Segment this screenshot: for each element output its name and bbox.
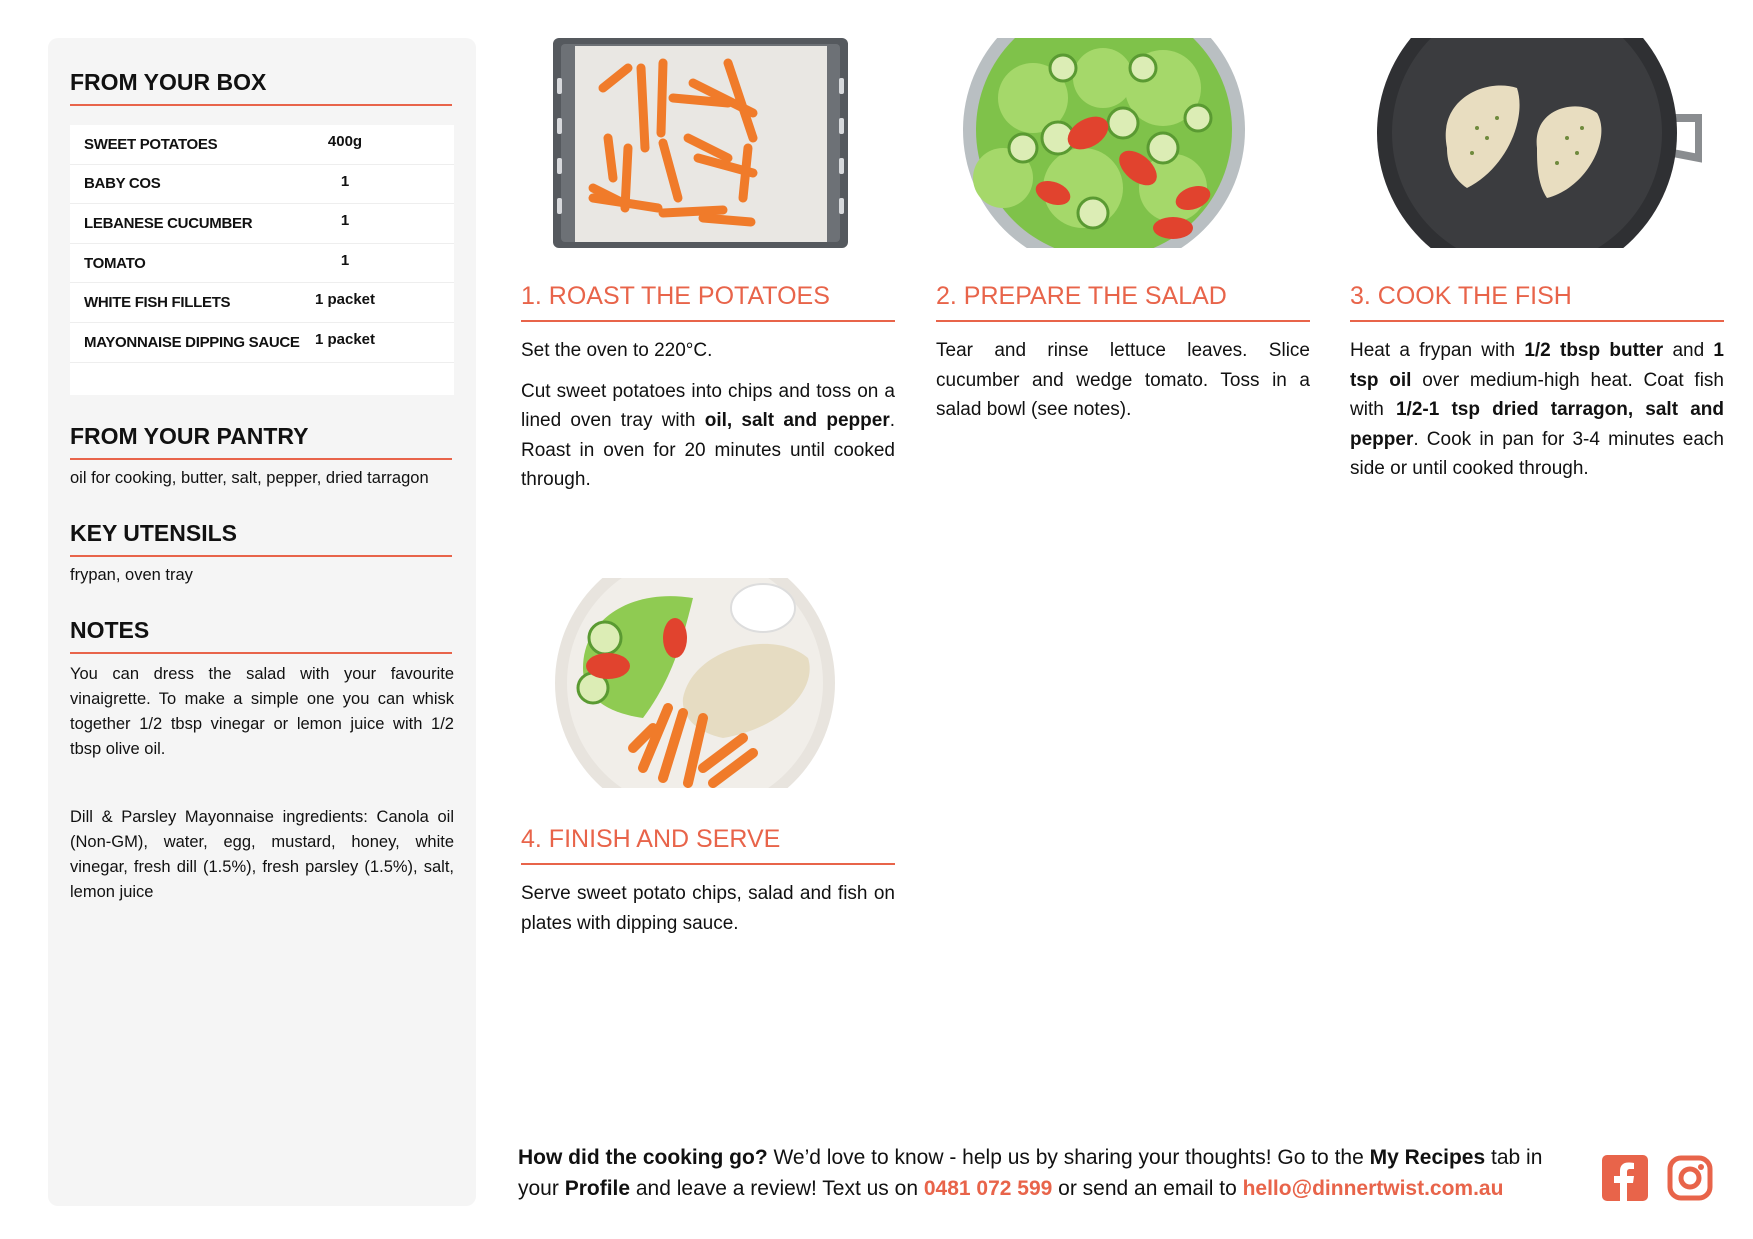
ingredient-name: TOMATO — [84, 254, 146, 272]
step-2-title: 2. PREPARE THE SALAD — [936, 282, 1310, 322]
step-3-text — [1350, 336, 1724, 495]
facebook-icon[interactable] — [1602, 1155, 1648, 1201]
ingredient-name: WHITE FISH FILLETS — [84, 294, 231, 312]
ingredient-name: MAYONNAISE DIPPING SAUCE — [84, 333, 300, 351]
step-4-image — [553, 578, 838, 788]
instagram-icon[interactable] — [1667, 1155, 1713, 1201]
text-span: Cut sweet potatoes into chips and toss on a lined oven tray with — [521, 380, 895, 431]
box-ingredients-table — [70, 125, 454, 395]
box-title: FROM YOUR BOX — [70, 68, 452, 106]
text-span: We’d love to know - help us by sharing your thoughts! Go to the — [767, 1146, 1370, 1169]
notes-mayo-ingredients: Dill & Parsley Mayonnaise ingredients: Canola oil (Non-GM), water, egg, mustard, honey, white vinegar, fresh dill (1.5%), fresh parsley (1.5%), salt, lemon juice — [70, 808, 454, 901]
ingredient-name: SWEET POTATOES — [84, 135, 218, 153]
bold-span: 1/2 tbsp butter — [1524, 340, 1664, 361]
step-3-paragraph — [1350, 336, 1724, 484]
step-4-paragraph: Serve sweet potato chips, salad and fish on plates with dipping sauce. — [521, 883, 895, 934]
table-row — [70, 244, 454, 284]
bold-span: oil, salt and pepper — [704, 410, 890, 431]
ingredient-qty: 1 packet — [314, 291, 376, 309]
table-row — [70, 283, 454, 323]
step-1-image — [553, 38, 848, 248]
text-span: over medium-high heat. Coat fish with — [1350, 369, 1724, 420]
step-1-title: 1. ROAST THE POTATOES — [521, 282, 895, 322]
notes-text: You can dress the salad with your favourite vinaigrette. To make a simple one you can whisk together 1/2 tbsp vinegar or lemon juice with 1/2 tbsp olive oil. — [70, 665, 454, 758]
step-4-text — [521, 879, 895, 949]
feedback-footer — [518, 1142, 1578, 1204]
feedback-question: How did the cooking go? — [518, 1146, 768, 1169]
utensils-title: KEY UTENSILS — [70, 519, 452, 557]
utensils-text: frypan, oven tray — [70, 566, 193, 584]
step-1-text — [521, 336, 895, 506]
table-row — [70, 165, 454, 205]
text-span: . Cook in pan for 3-4 minutes each side or until cooked through. — [1350, 428, 1724, 479]
my-recipes-label: My Recipes — [1369, 1146, 1486, 1169]
table-row — [70, 125, 454, 165]
text-span: and leave a review! Text us on — [630, 1177, 924, 1200]
ingredient-qty: 400g — [327, 133, 363, 150]
text-span: and — [1663, 340, 1714, 361]
phone-link[interactable]: 0481 072 599 — [923, 1177, 1053, 1200]
step-2-image — [963, 38, 1245, 248]
profile-label: Profile — [564, 1177, 631, 1200]
text-span: . Roast in oven for 20 minutes until cooked through. — [521, 410, 895, 490]
notes-title: NOTES — [70, 616, 452, 654]
text-span: or send an email to — [1052, 1177, 1243, 1200]
ingredient-name: LEBANESE CUCUMBER — [84, 214, 253, 232]
table-row — [70, 323, 454, 363]
bold-span: 1/2-1 tsp dried tarragon, salt and pepper — [1350, 399, 1724, 450]
bold-span: 1 tsp oil — [1350, 340, 1724, 391]
ingredient-name: BABY COS — [84, 175, 161, 193]
ingredient-qty: 1 — [340, 212, 350, 230]
step-3-image — [1377, 38, 1702, 248]
email-link[interactable]: hello@dinnertwist.com.au — [1242, 1177, 1504, 1200]
ingredient-qty: 1 — [340, 172, 350, 190]
step-1-paragraph: Set the oven to 220°C. — [521, 340, 713, 361]
sidebar — [48, 38, 476, 1206]
text-span: Heat a frypan with — [1350, 340, 1525, 361]
step-4-title: 4. FINISH AND SERVE — [521, 825, 895, 865]
pantry-text: oil for cooking, butter, salt, pepper, dried tarragon — [70, 469, 429, 487]
pantry-title: FROM YOUR PANTRY — [70, 422, 452, 460]
step-1-paragraph — [521, 377, 895, 495]
ingredient-qty: 1 — [340, 251, 350, 269]
text-span: tab in your — [518, 1146, 1543, 1200]
step-2-paragraph: Tear and rinse lettuce leaves. Slice cucumber and wedge tomato. Toss in a salad bowl (see notes). — [936, 340, 1310, 420]
step-2-text — [936, 336, 1310, 436]
table-row — [70, 204, 454, 244]
ingredient-qty: 1 packet — [314, 330, 376, 348]
step-3-title: 3. COOK THE FISH — [1350, 282, 1724, 322]
